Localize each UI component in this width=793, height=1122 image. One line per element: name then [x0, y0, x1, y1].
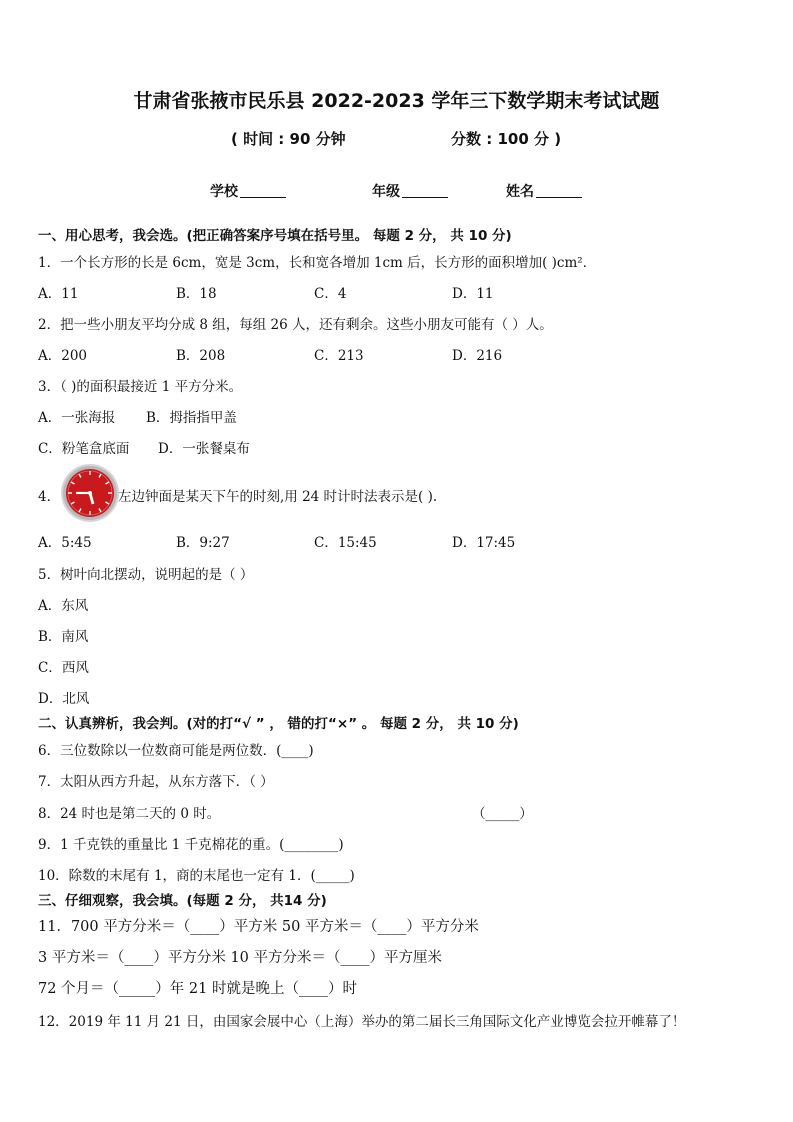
q3-option-a: A．一张海报 — [38, 410, 116, 426]
exam-time: ( 时间 : 90 分钟 — [231, 130, 346, 148]
exam-score: 分数 : 100 分 ) — [451, 130, 562, 148]
q4-option-a: A．5:45 — [38, 535, 92, 551]
question-11-line-1: 11．700 平方分米＝（____）平方米 50 平方米＝（____）平方分米 — [38, 919, 479, 935]
question-4: 左边钟面是某天下午的时刻,用 24 时计时法表示是( ). — [118, 489, 438, 505]
q4-option-b: B．9:27 — [176, 535, 230, 551]
question-7: 7．太阳从西方升起，从东方落下．（ ） — [38, 774, 274, 790]
school-blank[interactable] — [240, 183, 286, 198]
section-1-title: 一、用心思考，我会选。(把正确答案序号填在括号里。 每题 2 分， 共 10 分) — [38, 228, 512, 244]
question-10: 10．除数的末尾有 1，商的末尾也一定有 1．(_____) — [38, 868, 355, 884]
school-label: 学校 — [210, 184, 238, 200]
name-field — [506, 181, 582, 201]
section-2-title: 二、认真辨析，我会判。(对的打“√ ” ， 错的打“×” 。 每题 2 分， 共 10 分) — [38, 716, 519, 732]
name-label: 姓名 — [506, 184, 534, 200]
page-title: 甘肃省张掖市民乐县 2022-2023 学年三下数学期末考试试题 — [133, 90, 660, 112]
q5-option-d: D．北风 — [38, 691, 90, 707]
q4-option-c: C．15:45 — [314, 535, 377, 551]
q1-option-d: D．11 — [452, 286, 494, 302]
question-6: 6．三位数除以一位数商可能是两位数．(____) — [38, 743, 314, 759]
question-11-line-2: 3 平方米＝（____）平方分米 10 平方分米＝（____）平方厘米 — [38, 950, 443, 966]
q3-option-d: D．一张餐桌布 — [158, 441, 250, 457]
q3-option-c: C．粉笔盒底面 — [38, 441, 130, 457]
section-3-title: 三、仔细观察，我会填。(每题 2 分， 共14 分) — [38, 893, 327, 909]
grade-field — [372, 181, 448, 201]
q5-option-c: C．西风 — [38, 660, 89, 676]
school-field — [210, 181, 286, 201]
q1-option-b: B．18 — [176, 286, 217, 302]
name-blank[interactable] — [536, 183, 582, 198]
q1-option-a: A．11 — [38, 286, 79, 302]
q1-option-c: C．4 — [314, 286, 347, 302]
question-8: 8．24 时也是第二天的 0 时。 — [38, 806, 221, 822]
grade-label: 年级 — [372, 184, 400, 200]
q2-option-a: A．200 — [38, 348, 88, 364]
q4-option-d: D．17:45 — [452, 535, 516, 551]
q8-answer-blank[interactable]: （_____） — [472, 806, 533, 822]
q2-option-d: D．216 — [452, 348, 503, 364]
q5-option-b: B．南风 — [38, 629, 89, 645]
question-4-number: 4． — [38, 489, 61, 505]
grade-blank[interactable] — [402, 183, 448, 198]
q3-option-b: B．拇指指甲盖 — [146, 410, 237, 426]
question-3: 3．（ )的面积最接近 1 平方分米。 — [38, 379, 243, 395]
question-1: 1．一个长方形的长是 6cm，宽是 3cm，长和宽各增加 1cm 后，长方形的面积增加( )cm²． — [38, 255, 597, 271]
q2-option-b: B．208 — [176, 348, 226, 364]
q5-option-a: A．东风 — [38, 598, 89, 614]
question-2: 2．把一些小朋友平均分成 8 组，每组 26 人，还有剩余。这些小朋友可能有（ ）人。 — [38, 317, 553, 333]
question-9: 9．1 千克铁的重量比 1 千克棉花的重。(________) — [38, 837, 344, 853]
clock-center — [88, 491, 92, 495]
question-11-line-3: 72 个月＝（_____）年 21 时就是晚上（____）时 — [38, 981, 357, 997]
q2-option-c: C．213 — [314, 348, 364, 364]
clock-icon — [60, 463, 120, 523]
question-5: 5．树叶向北摆动，说明起的是（ ） — [38, 567, 254, 583]
question-12: 12．2019 年 11 月 21 日，由国家会展中心（上海）举办的第二届长三角国际文化产业博览会拉开帷幕了！ — [38, 1014, 686, 1030]
